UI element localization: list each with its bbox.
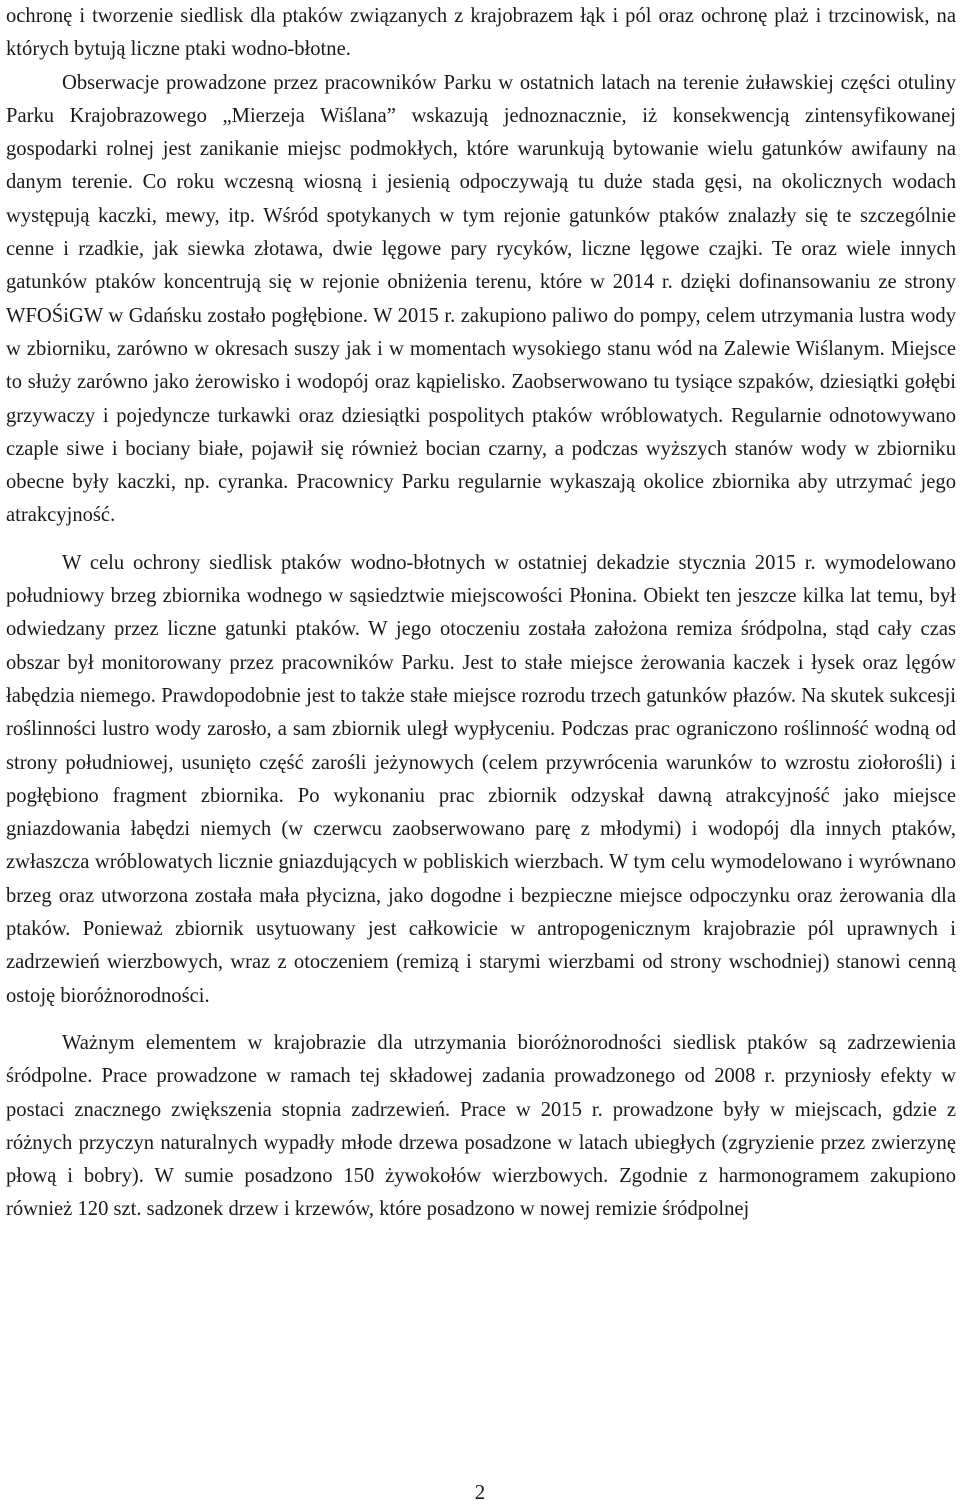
paragraph-continuation: ochronę i tworzenie siedlisk dla ptaków związanych z krajobrazem łąk i pól oraz ochronę plaż i trzcinowisk, na których bytują liczne ptaki wodno-błotne. — [6, 5, 956, 61]
document-page — [6, 0, 956, 1227]
paragraph-observations: Obserwacje prowadzone przez pracowników Parku w ostatnich latach na terenie żuławskiej części otuliny Parku Krajobrazowego „Mierzeja Wiślana” wskazują jednoznacznie, iż konsekwencją zintensyfikowanej gospodarki rolnej jest zanikanie miejsc podmokłych, które warunkują bytowanie wielu gatunków awifauny na danym terenie. Co roku wczesną wiosną i jesienią odpoczywają tu duże stada gęsi, na okolicznych wodach występują kaczki, mewy, itp. Wśród spotykanych w tym rejonie gatunków ptaków znalazły się te szczególnie cenne i rzadkie, jak siewka złotawa, dwie lęgowe pary rycyków, liczne lęgowe czajki. Te oraz wiele innych gatunków ptaków koncentrują się w rejonie obniżenia terenu, które w 2014 r. dzięki dofinansowaniu ze strony WFOŚiGW w Gdańsku zostało pogłębione. W 2015 r. zakupiono paliwo do pompy, celem utrzymania lustra wody w zbiorniku, zarówno w okresach suszy jak i w momentach wysokiego stanu wód na Zalewie Wiślanym. Miejsce to służy zarówno jako żerowisko i wodopój oraz kąpielisko. Zaobserwowano tu tysiące szpaków, dziesiątki gołębi grzywaczy i pojedyncze turkawki oraz dziesiątki pospolitych ptaków wróblowatych. Regularnie odnotowywano czaple siwe i bociany białe, pojawił się również bocian czarny, a podczas wyższych stanów wody w zbiorniku obecne były kaczki, np. cyranka. Pracownicy Parku regularnie wykaszają okolice zbiornika aby utrzymać jego atrakcyjność. — [6, 71, 956, 527]
paragraph-tree-planting: Ważnym elementem w krajobrazie dla utrzymania bioróżnorodności siedlisk ptaków są zadrzewienia śródpolne. Prace prowadzone w ramach tej składowej zadania prowadzonego od 2008 r. przyniosły efekty w postaci znacznego zwiększenia stopnia zadrzewień. Prace w 2015 r. prowadzone były w miejscach, gdzie z różnych przyczyn naturalnych wypadły młode drzewa posadzone w latach ubiegłych (zgryzienie przez zwierzynę płową i bobry). W sumie posadzono 150 żywokołów wierzbowych. Zgodnie z harmonogramem zakupiono również 120 szt. sadzonek drzew i krzewów, które posadzono w nowej remizie śródpolnej — [6, 1031, 956, 1221]
paragraph-gap — [6, 533, 956, 547]
paragraph-plonina-reservoir: W celu ochrony siedlisk ptaków wodno-błotnych w ostatniej dekadzie stycznia 2015 r. wymodelowano południowy brzeg zbiornika wodnego w sąsiedztwie miejscowości Płonina. Obiekt ten jeszcze kilka lat temu, był odwiedzany przez liczne gatunki ptaków. W jego otoczeniu została założona remiza śródpolna, stąd cały czas obszar był monitorowany przez pracowników Parku. Jest to stałe miejsce żerowania kaczek i łysek oraz lęgów łabędzia niemego. Prawdopodobnie jest to także stałe miejsce rozrodu trzech gatunków płazów. Na skutek sukcesji roślinności lustro wody zarosło, a sam zbiornik uległ wypłyceniu. Podczas prac ograniczono roślinność wodną od strony południowej, usunięto część zarośli jeżynowych (celem przywrócenia warunków to wzrostu ziołorośli) i pogłębiono fragment zbiornika. Po wykonaniu prac zbiornik odzyskał dawną atrakcyjność jako miejsce gniazdowania łabędzi niemych (w czerwcu zaobserwowano parę z młodymi) i wodopój dla innych ptaków, zwłaszcza wróblowatych licznie gniazdujących w pobliskich wierzbach. W tym celu wymodelowano i wyrównano brzeg oraz utworzona została mała płycizna, jako dogodne i bezpieczne miejsce odpoczynku oraz żerowania dla ptaków. Ponieważ zbiornik usytuowany jest całkowicie w antropogenicznym krajobrazie pól uprawnych i zadrzewień wierzbowych, wraz z otoczeniem (remizą i starymi wierzbami od strony wschodniej) stanowi cenną ostoję bioróżnorodności. — [6, 551, 956, 1007]
page-number: 2 — [474, 1480, 486, 1504]
paragraph-gap — [6, 1013, 956, 1027]
